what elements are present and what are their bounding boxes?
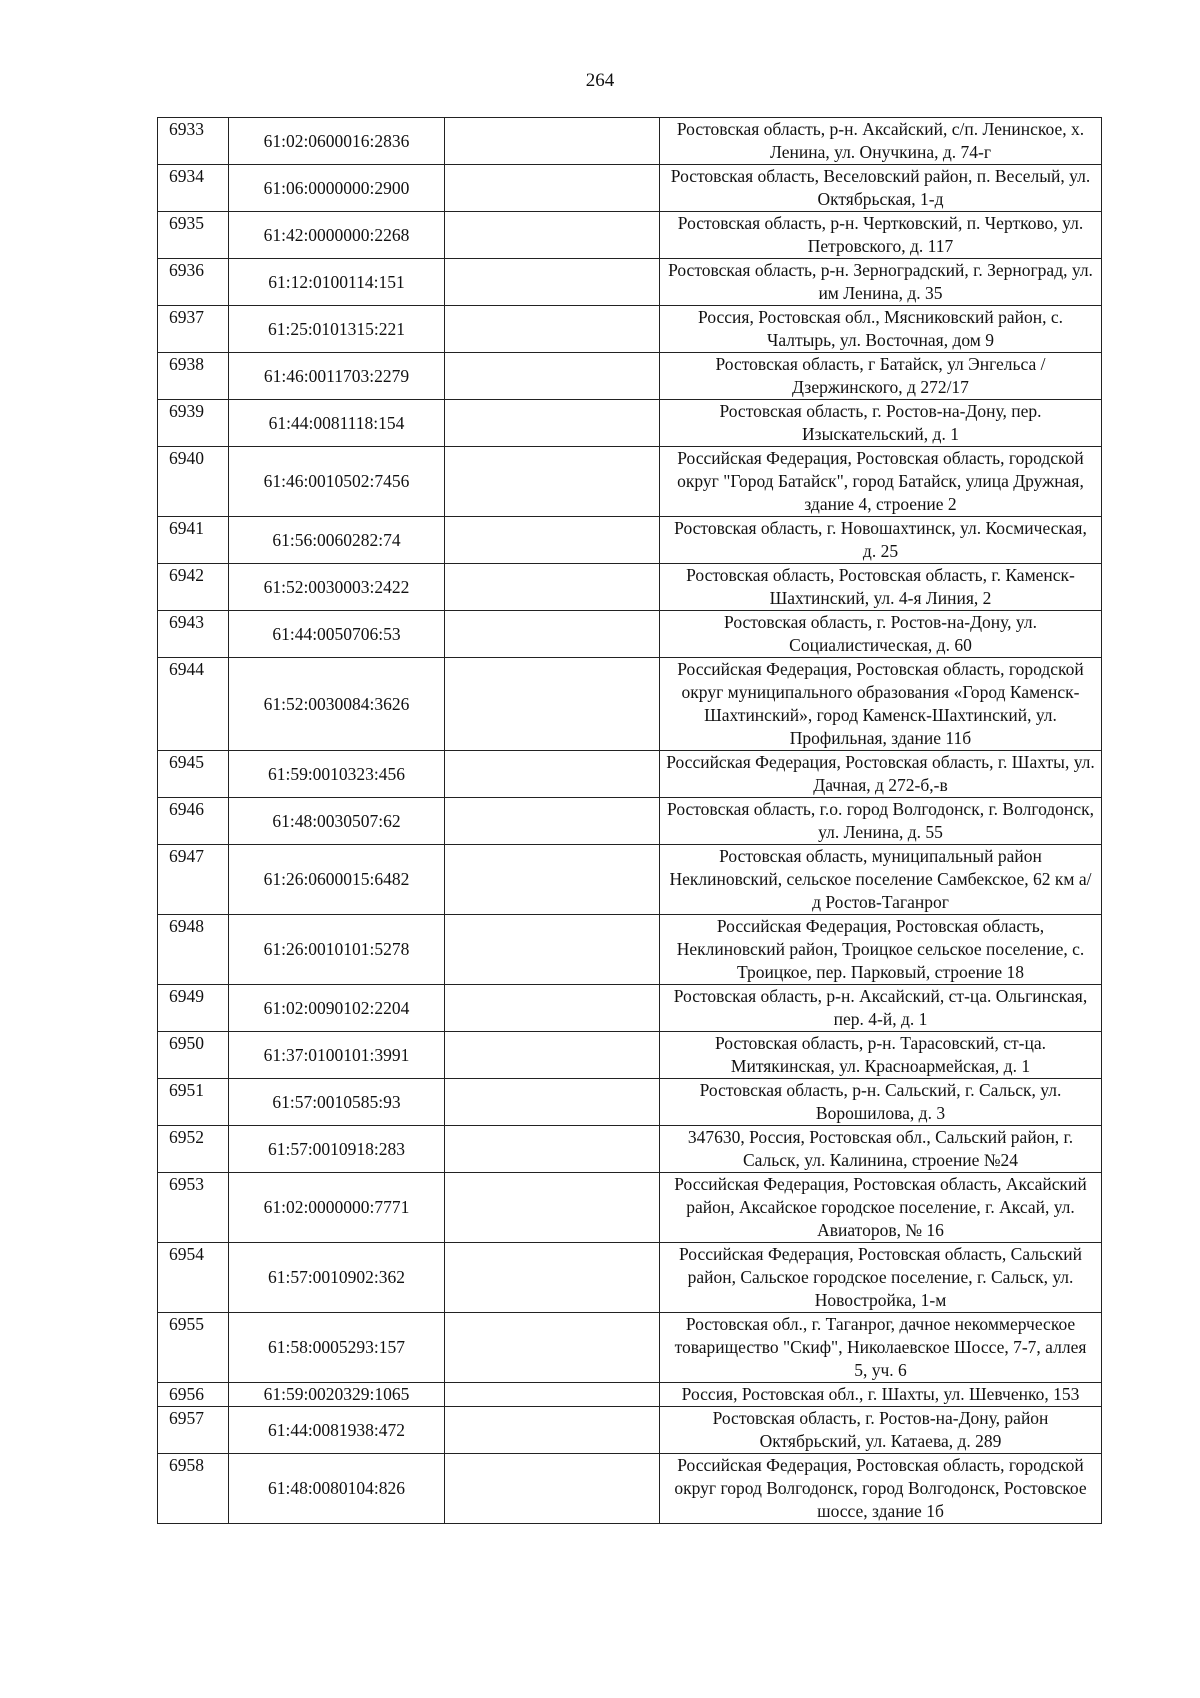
address-cell: Ростовская область, Ростовская область, г. Каменск-Шахтинский, ул. 4-я Линия, 2 (660, 564, 1102, 611)
row-number: 6943 (158, 611, 229, 658)
address-cell: Ростовская область, Веселовский район, п. Веселый, ул. Октябрьская, 1-д (660, 165, 1102, 212)
cadastral-number: 61:02:0090102:2204 (229, 985, 445, 1032)
address-cell: 347630, Россия, Ростовская обл., Сальский район, г. Сальск, ул. Калинина, строение №24 (660, 1126, 1102, 1173)
row-number: 6952 (158, 1126, 229, 1173)
table-row (158, 751, 1102, 798)
empty-cell (445, 564, 660, 611)
cadastral-number: 61:44:0081938:472 (229, 1407, 445, 1454)
address-cell: Ростовская область, муниципальный район Неклиновский, сельское поселение Самбекское, 62 км а/д Ростов-Таганрог (660, 845, 1102, 915)
cadastral-number: 61:59:0010323:456 (229, 751, 445, 798)
row-number: 6938 (158, 353, 229, 400)
table-row (158, 1454, 1102, 1524)
cadastral-number: 61:48:0080104:826 (229, 1454, 445, 1524)
row-number: 6939 (158, 400, 229, 447)
row-number: 6945 (158, 751, 229, 798)
cadastral-number: 61:02:0600016:2836 (229, 118, 445, 165)
row-number: 6956 (158, 1383, 229, 1407)
empty-cell (445, 259, 660, 306)
row-number: 6955 (158, 1313, 229, 1383)
address-cell: Ростовская область, р-н. Зерноградский, г. Зерноград, ул. им Ленина, д. 35 (660, 259, 1102, 306)
table-row (158, 400, 1102, 447)
row-number: 6946 (158, 798, 229, 845)
empty-cell (445, 1126, 660, 1173)
cadastral-number: 61:25:0101315:221 (229, 306, 445, 353)
address-cell: Ростовская область, р-н. Тарасовский, ст-ца. Митякинская, ул. Красноармейская, д. 1 (660, 1032, 1102, 1079)
address-cell: Ростовская область, г Батайск, ул Энгельса /Дзержинского, д 272/17 (660, 353, 1102, 400)
cadastral-number: 61:42:0000000:2268 (229, 212, 445, 259)
empty-cell (445, 611, 660, 658)
cadastral-number: 61:56:0060282:74 (229, 517, 445, 564)
row-number: 6935 (158, 212, 229, 259)
table-row (158, 658, 1102, 751)
empty-cell (445, 798, 660, 845)
empty-cell (445, 1383, 660, 1407)
table-row (158, 611, 1102, 658)
empty-cell (445, 985, 660, 1032)
cadastral-number: 61:52:0030003:2422 (229, 564, 445, 611)
empty-cell (445, 658, 660, 751)
table-row (158, 985, 1102, 1032)
table-row (158, 1243, 1102, 1313)
table-row (158, 1173, 1102, 1243)
row-number: 6934 (158, 165, 229, 212)
row-number: 6949 (158, 985, 229, 1032)
empty-cell (445, 1407, 660, 1454)
empty-cell (445, 845, 660, 915)
cadastral-number: 61:44:0050706:53 (229, 611, 445, 658)
empty-cell (445, 1173, 660, 1243)
table-row (158, 259, 1102, 306)
table-row (158, 1079, 1102, 1126)
row-number: 6933 (158, 118, 229, 165)
address-cell: Ростовская область, г. Ростов-на-Дону, район Октябрьский, ул. Катаева, д. 289 (660, 1407, 1102, 1454)
registry-table (157, 117, 1102, 1524)
row-number: 6950 (158, 1032, 229, 1079)
row-number: 6957 (158, 1407, 229, 1454)
address-cell: Ростовская обл., г. Таганрог, дачное некоммерческое товарищество "Скиф", Николаевское Шоссе, 7-7, аллея 5, уч. 6 (660, 1313, 1102, 1383)
table-row (158, 118, 1102, 165)
empty-cell (445, 212, 660, 259)
cadastral-number: 61:26:0600015:6482 (229, 845, 445, 915)
address-cell: Российская Федерация, Ростовская область, городской округ муниципального образования «Город Каменск-Шахтинский», город Каменск-Шахтинский, ул. Профильная, здание 11б (660, 658, 1102, 751)
cadastral-number: 61:46:0011703:2279 (229, 353, 445, 400)
table-row (158, 845, 1102, 915)
table-row (158, 1407, 1102, 1454)
cadastral-number: 61:57:0010902:362 (229, 1243, 445, 1313)
cadastral-number: 61:58:0005293:157 (229, 1313, 445, 1383)
address-cell: Российская Федерация, Ростовская область, городской округ город Волгодонск, город Волгодонск, Ростовское шоссе, здание 1б (660, 1454, 1102, 1524)
row-number: 6941 (158, 517, 229, 564)
row-number: 6953 (158, 1173, 229, 1243)
row-number: 6936 (158, 259, 229, 306)
address-cell: Российская Федерация, Ростовская область, Аксайский район, Аксайское городское поселение, г. Аксай, ул. Авиаторов, № 16 (660, 1173, 1102, 1243)
table-row (158, 798, 1102, 845)
table-row (158, 915, 1102, 985)
empty-cell (445, 1079, 660, 1126)
table-row (158, 517, 1102, 564)
table-row (158, 165, 1102, 212)
address-cell: Ростовская область, р-н. Аксайский, ст-ца. Ольгинская, пер. 4-й, д. 1 (660, 985, 1102, 1032)
row-number: 6951 (158, 1079, 229, 1126)
empty-cell (445, 1454, 660, 1524)
table-row (158, 1383, 1102, 1407)
empty-cell (445, 915, 660, 985)
address-cell: Российская Федерация, Ростовская область, городской округ "Город Батайск", город Батайск, улица Дружная, здание 4, строение 2 (660, 447, 1102, 517)
row-number: 6944 (158, 658, 229, 751)
table-row (158, 212, 1102, 259)
cadastral-number: 61:26:0010101:5278 (229, 915, 445, 985)
empty-cell (445, 751, 660, 798)
empty-cell (445, 306, 660, 353)
empty-cell (445, 118, 660, 165)
page-number: 264 (585, 70, 615, 91)
empty-cell (445, 353, 660, 400)
row-number: 6940 (158, 447, 229, 517)
empty-cell (445, 1032, 660, 1079)
registry-table-body (158, 118, 1102, 1524)
table-row (158, 306, 1102, 353)
cadastral-number: 61:59:0020329:1065 (229, 1383, 445, 1407)
empty-cell (445, 400, 660, 447)
cadastral-number: 61:44:0081118:154 (229, 400, 445, 447)
row-number: 6937 (158, 306, 229, 353)
address-cell: Ростовская область, р-н. Чертковский, п. Чертково, ул. Петровского, д. 117 (660, 212, 1102, 259)
address-cell: Российская Федерация, Ростовская область, Сальский район, Сальское городское поселение, г. Сальск, ул. Новостройка, 1-м (660, 1243, 1102, 1313)
empty-cell (445, 447, 660, 517)
row-number: 6942 (158, 564, 229, 611)
table-row (158, 1032, 1102, 1079)
address-cell: Россия, Ростовская обл., г. Шахты, ул. Шевченко, 153 (660, 1383, 1102, 1407)
address-cell: Ростовская область, г. Новошахтинск, ул. Космическая, д. 25 (660, 517, 1102, 564)
cadastral-number: 61:46:0010502:7456 (229, 447, 445, 517)
empty-cell (445, 1243, 660, 1313)
address-cell: Ростовская область, р-н. Сальский, г. Сальск, ул. Ворошилова, д. 3 (660, 1079, 1102, 1126)
cadastral-number: 61:52:0030084:3626 (229, 658, 445, 751)
cadastral-number: 61:48:0030507:62 (229, 798, 445, 845)
empty-cell (445, 165, 660, 212)
cadastral-number: 61:06:0000000:2900 (229, 165, 445, 212)
address-cell: Ростовская область, р-н. Аксайский, с/п. Ленинское, х. Ленина, ул. Онучкина, д. 74-г (660, 118, 1102, 165)
cadastral-number: 61:02:0000000:7771 (229, 1173, 445, 1243)
cadastral-number: 61:37:0100101:3991 (229, 1032, 445, 1079)
table-row (158, 353, 1102, 400)
address-cell: Ростовская область, г. Ростов-на-Дону, пер. Изыскательский, д. 1 (660, 400, 1102, 447)
address-cell: Ростовская область, г.о. город Волгодонск, г. Волгодонск, ул. Ленина, д. 55 (660, 798, 1102, 845)
table-row (158, 1126, 1102, 1173)
table-row (158, 1313, 1102, 1383)
cadastral-number: 61:57:0010585:93 (229, 1079, 445, 1126)
empty-cell (445, 1313, 660, 1383)
cadastral-number: 61:12:0100114:151 (229, 259, 445, 306)
row-number: 6958 (158, 1454, 229, 1524)
row-number: 6948 (158, 915, 229, 985)
address-cell: Россия, Ростовская обл., Мясниковский район, с. Чалтырь, ул. Восточная, дом 9 (660, 306, 1102, 353)
table-row (158, 447, 1102, 517)
row-number: 6947 (158, 845, 229, 915)
address-cell: Российская Федерация, Ростовская область, г. Шахты, ул. Дачная, д 272-б,-в (660, 751, 1102, 798)
address-cell: Российская Федерация, Ростовская область, Неклиновский район, Троицкое сельское поселение, с. Троицкое, пер. Парковый, строение 18 (660, 915, 1102, 985)
address-cell: Ростовская область, г. Ростов-на-Дону, ул. Социалистическая, д. 60 (660, 611, 1102, 658)
cadastral-number: 61:57:0010918:283 (229, 1126, 445, 1173)
row-number: 6954 (158, 1243, 229, 1313)
empty-cell (445, 517, 660, 564)
table-row (158, 564, 1102, 611)
